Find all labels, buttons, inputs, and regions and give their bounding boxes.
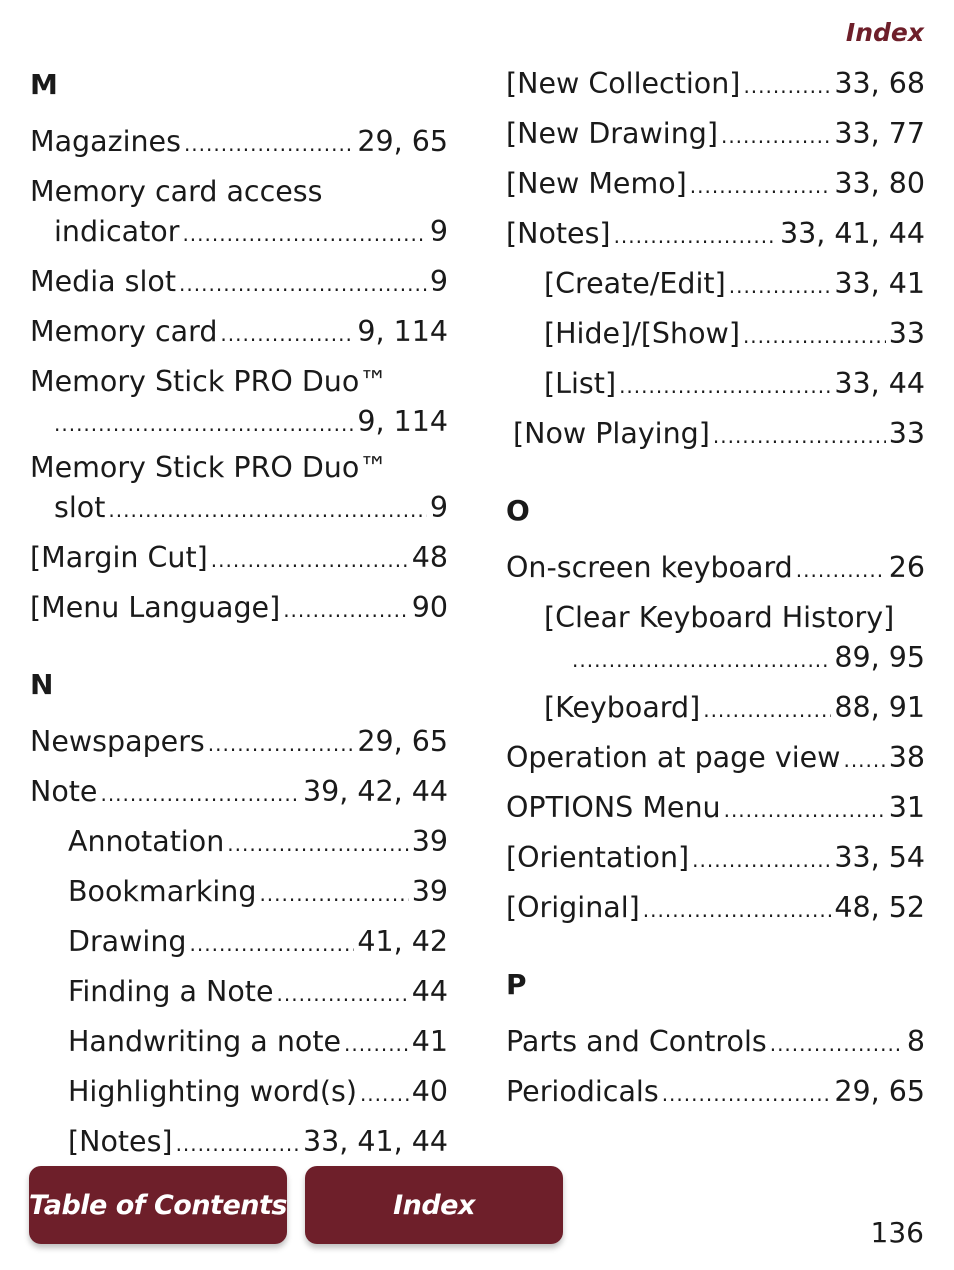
index-letter-n: N bbox=[30, 668, 54, 701]
entry-pages[interactable]: 48, 52 bbox=[834, 891, 925, 924]
page-number: 136 bbox=[870, 1216, 924, 1249]
entry-pages[interactable]: 90 bbox=[411, 591, 448, 624]
dot-leader bbox=[277, 968, 409, 1018]
index-subentry[interactable] bbox=[506, 160, 925, 210]
index-subentry[interactable] bbox=[506, 310, 925, 360]
entry-pages[interactable]: 29, 65 bbox=[834, 1075, 925, 1108]
index-subentry[interactable] bbox=[506, 684, 925, 734]
entry-term: Memory Stick PRO Duo™ bbox=[30, 451, 388, 484]
index-entry[interactable] bbox=[30, 258, 448, 308]
index-subentry[interactable] bbox=[30, 968, 448, 1018]
entry-pages[interactable]: 33, 44 bbox=[834, 367, 925, 400]
entry-pages[interactable]: 33, 68 bbox=[834, 67, 925, 100]
dot-leader bbox=[54, 402, 354, 444]
entry-pages[interactable]: 29, 65 bbox=[357, 725, 448, 758]
entry-term: Operation at page view bbox=[506, 741, 841, 774]
index-entry[interactable] bbox=[506, 544, 925, 594]
dot-leader bbox=[211, 534, 409, 584]
dot-leader bbox=[770, 1018, 904, 1068]
entry-term: [Margin Cut] bbox=[30, 541, 208, 574]
index-subentry[interactable] bbox=[506, 110, 925, 160]
index-entry[interactable] bbox=[506, 1018, 925, 1068]
entry-term: [Clear Keyboard History] bbox=[544, 601, 895, 634]
dot-leader bbox=[572, 638, 831, 680]
entry-pages[interactable]: 26 bbox=[888, 551, 925, 584]
index-entry[interactable] bbox=[506, 1068, 925, 1118]
entry-pages[interactable]: 41, 42 bbox=[357, 925, 448, 958]
entry-term: Highlighting word(s) bbox=[68, 1075, 357, 1108]
entry-pages[interactable]: 33, 41, 44 bbox=[302, 1125, 448, 1158]
index-entry[interactable] bbox=[30, 448, 448, 530]
entry-term: [New Drawing] bbox=[506, 117, 718, 150]
index-subentry[interactable] bbox=[30, 1118, 448, 1168]
entry-pages[interactable]: 89, 95 bbox=[834, 641, 925, 674]
index-subentry[interactable] bbox=[506, 60, 925, 110]
dot-leader bbox=[182, 212, 426, 254]
entry-term: [Original] bbox=[506, 891, 640, 924]
entry-term: Newspapers bbox=[30, 725, 205, 758]
entry-pages[interactable]: 33, 41 bbox=[834, 267, 925, 300]
entry-pages[interactable]: 48 bbox=[411, 541, 448, 574]
entry-pages[interactable]: 9 bbox=[429, 265, 448, 298]
entry-term: Bookmarking bbox=[68, 875, 257, 908]
entry-pages[interactable]: 39, 42, 44 bbox=[302, 775, 448, 808]
dot-leader bbox=[662, 1068, 832, 1118]
entry-term: Annotation bbox=[68, 825, 225, 858]
index-entry[interactable] bbox=[30, 362, 448, 444]
entry-term: Note bbox=[30, 775, 98, 808]
dot-leader bbox=[619, 360, 831, 410]
dot-leader bbox=[176, 1118, 300, 1168]
entry-term: Memory Stick PRO Duo™ bbox=[30, 365, 388, 398]
entry-pages[interactable]: 33 bbox=[888, 317, 925, 350]
index-entry[interactable] bbox=[506, 834, 925, 884]
entry-term: Handwriting a note bbox=[68, 1025, 342, 1058]
entry-pages[interactable]: 39 bbox=[411, 825, 448, 858]
dot-leader bbox=[283, 584, 409, 634]
index-letter-o: O bbox=[506, 494, 530, 527]
dot-leader bbox=[208, 718, 355, 768]
entry-term: Finding a Note bbox=[68, 975, 274, 1008]
entry-term: Magazines bbox=[30, 125, 181, 158]
index-entry[interactable] bbox=[506, 884, 925, 934]
entry-pages[interactable]: 41 bbox=[411, 1025, 448, 1058]
entry-term: [Hide]/[Show] bbox=[544, 317, 740, 350]
dot-leader bbox=[692, 834, 831, 884]
entry-term: [New Memo] bbox=[506, 167, 687, 200]
entry-term: On-screen keyboard bbox=[506, 551, 793, 584]
entry-term-continued: slot bbox=[54, 491, 106, 524]
index-column-right bbox=[506, 60, 925, 1118]
dot-leader bbox=[729, 260, 832, 310]
entry-term: [List] bbox=[544, 367, 617, 400]
dot-leader bbox=[100, 768, 299, 818]
dot-leader bbox=[703, 684, 831, 734]
dot-leader bbox=[360, 1068, 409, 1118]
index-subentry[interactable] bbox=[506, 360, 925, 410]
entry-term: [Notes] bbox=[68, 1125, 173, 1158]
index-column-left bbox=[30, 60, 448, 1168]
index-entry[interactable] bbox=[30, 308, 448, 358]
dot-leader bbox=[743, 310, 886, 360]
dot-leader bbox=[344, 1018, 409, 1068]
index-letter-p: P bbox=[506, 968, 527, 1001]
entry-pages[interactable]: 33, 80 bbox=[834, 167, 925, 200]
entry-term: Memory card bbox=[30, 315, 218, 348]
entry-pages[interactable]: 33 bbox=[888, 417, 925, 450]
index-subentry[interactable] bbox=[30, 918, 448, 968]
index-entry[interactable] bbox=[506, 410, 925, 460]
entry-pages[interactable]: 33, 54 bbox=[834, 841, 925, 874]
index-entry[interactable] bbox=[30, 584, 448, 634]
dot-leader bbox=[724, 784, 886, 834]
entry-term: Drawing bbox=[68, 925, 187, 958]
entry-pages[interactable]: 38 bbox=[888, 741, 925, 774]
entry-pages[interactable]: 9, 114 bbox=[357, 405, 448, 438]
index-entry[interactable] bbox=[30, 718, 448, 768]
entry-term: Parts and Controls bbox=[506, 1025, 767, 1058]
dot-leader bbox=[721, 110, 831, 160]
dot-leader bbox=[220, 308, 354, 358]
index-entry[interactable] bbox=[506, 784, 925, 834]
index-entry[interactable] bbox=[506, 734, 925, 784]
entry-pages[interactable]: 88, 91 bbox=[834, 691, 925, 724]
index-entry[interactable] bbox=[30, 534, 448, 584]
dot-leader bbox=[690, 160, 832, 210]
entry-pages[interactable]: 44 bbox=[411, 975, 448, 1008]
index-subentry[interactable] bbox=[30, 818, 448, 868]
entry-pages[interactable]: 29, 65 bbox=[357, 125, 448, 158]
dot-leader bbox=[796, 544, 886, 594]
index-button[interactable]: Index bbox=[305, 1166, 563, 1244]
entry-pages[interactable]: 40 bbox=[411, 1075, 448, 1108]
entry-pages[interactable]: 31 bbox=[888, 791, 925, 824]
dot-leader bbox=[643, 884, 832, 934]
dot-leader bbox=[108, 488, 426, 530]
dot-leader bbox=[843, 734, 885, 784]
table-of-contents-button[interactable]: Table of Contents bbox=[29, 1166, 287, 1244]
entry-term: [Create/Edit] bbox=[544, 267, 726, 300]
dot-leader bbox=[259, 868, 408, 918]
index-subentry[interactable] bbox=[30, 1018, 448, 1068]
entry-pages[interactable]: 33, 77 bbox=[834, 117, 925, 150]
index-subentry[interactable] bbox=[506, 598, 925, 680]
index-subentry[interactable] bbox=[506, 260, 925, 310]
entry-term: [Now Playing] bbox=[513, 417, 710, 450]
entry-pages[interactable]: 39 bbox=[411, 875, 448, 908]
dot-leader bbox=[713, 410, 886, 460]
entry-pages[interactable]: 9 bbox=[429, 491, 448, 524]
index-letter-m: M bbox=[30, 68, 58, 101]
entry-term: OPTIONS Menu bbox=[506, 791, 721, 824]
entry-term: Periodicals bbox=[506, 1075, 659, 1108]
entry-term: Memory card access bbox=[30, 175, 323, 208]
dot-leader bbox=[184, 118, 354, 168]
entry-term: [New Collection] bbox=[506, 67, 741, 100]
index-subentry[interactable] bbox=[506, 210, 925, 260]
entry-pages[interactable]: 8 bbox=[906, 1025, 925, 1058]
dot-leader bbox=[227, 818, 408, 868]
entry-term: Media slot bbox=[30, 265, 177, 298]
entry-pages[interactable]: 9 bbox=[429, 215, 448, 248]
dot-leader bbox=[179, 258, 427, 308]
running-head: Index bbox=[845, 18, 924, 47]
index-entry[interactable] bbox=[30, 172, 448, 254]
index-entry[interactable] bbox=[30, 118, 448, 168]
index-subentry[interactable] bbox=[30, 1068, 448, 1118]
entry-term: [Menu Language] bbox=[30, 591, 281, 624]
dot-leader bbox=[743, 60, 831, 110]
index-subentry[interactable] bbox=[30, 868, 448, 918]
entry-pages[interactable]: 33, 41, 44 bbox=[779, 217, 925, 250]
dot-leader bbox=[614, 210, 777, 260]
entry-term: [Keyboard] bbox=[544, 691, 701, 724]
entry-term-continued: indicator bbox=[54, 215, 180, 248]
entry-term: [Orientation] bbox=[506, 841, 690, 874]
index-entry[interactable] bbox=[30, 768, 448, 818]
dot-leader bbox=[190, 918, 355, 968]
entry-term: [Notes] bbox=[506, 217, 611, 250]
entry-pages[interactable]: 9, 114 bbox=[357, 315, 448, 348]
